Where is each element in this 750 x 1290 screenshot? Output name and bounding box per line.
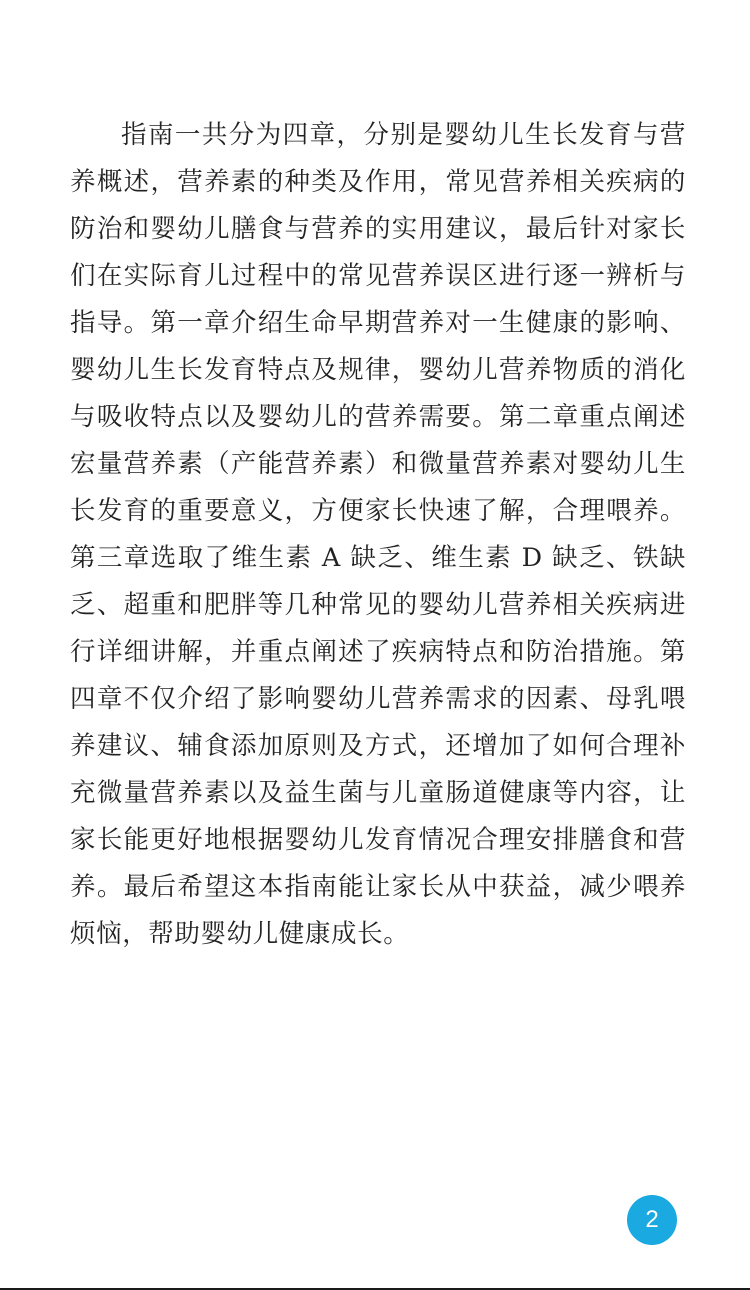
article-body [70,112,686,958]
page-number-badge: 2 [627,1195,677,1245]
body-paragraph: 指南一共分为四章，分别是婴幼儿生长发育与营养概述，营养素的种类及作用，常见营养相关疾病的防治和婴幼儿膳食与营养的实用建议，最后针对家长们在实际育儿过程中的常见营养误区进行逐一辨析与指导。第一章介绍生命早期营养对一生健康的影响、婴幼儿生长发育特点及规律，婴幼儿营养物质的消化与吸收特点以及婴幼儿的营养需要。第二章重点阐述宏量营养素（产能营养素）和微量营养素对婴幼儿生长发育的重要意义，方便家长快速了解，合理喂养。第三章选取了维生素 A 缺乏、维生素 D 缺乏、铁缺乏、超重和肥胖等几种常见的婴幼儿营养相关疾病进行详细讲解，并重点阐述了疾病特点和防治措施。第四章不仅介绍了影响婴幼儿营养需求的因素、母乳喂养建议、辅食添加原则及方式，还增加了如何合理补充微量营养素以及益生菌与儿童肠道健康等内容，让家长能更好地根据婴幼儿发育情况合理安排膳食和营养。最后希望这本指南能让家长从中获益，减少喂养烦恼，帮助婴幼儿健康成长。 [70,120,686,949]
